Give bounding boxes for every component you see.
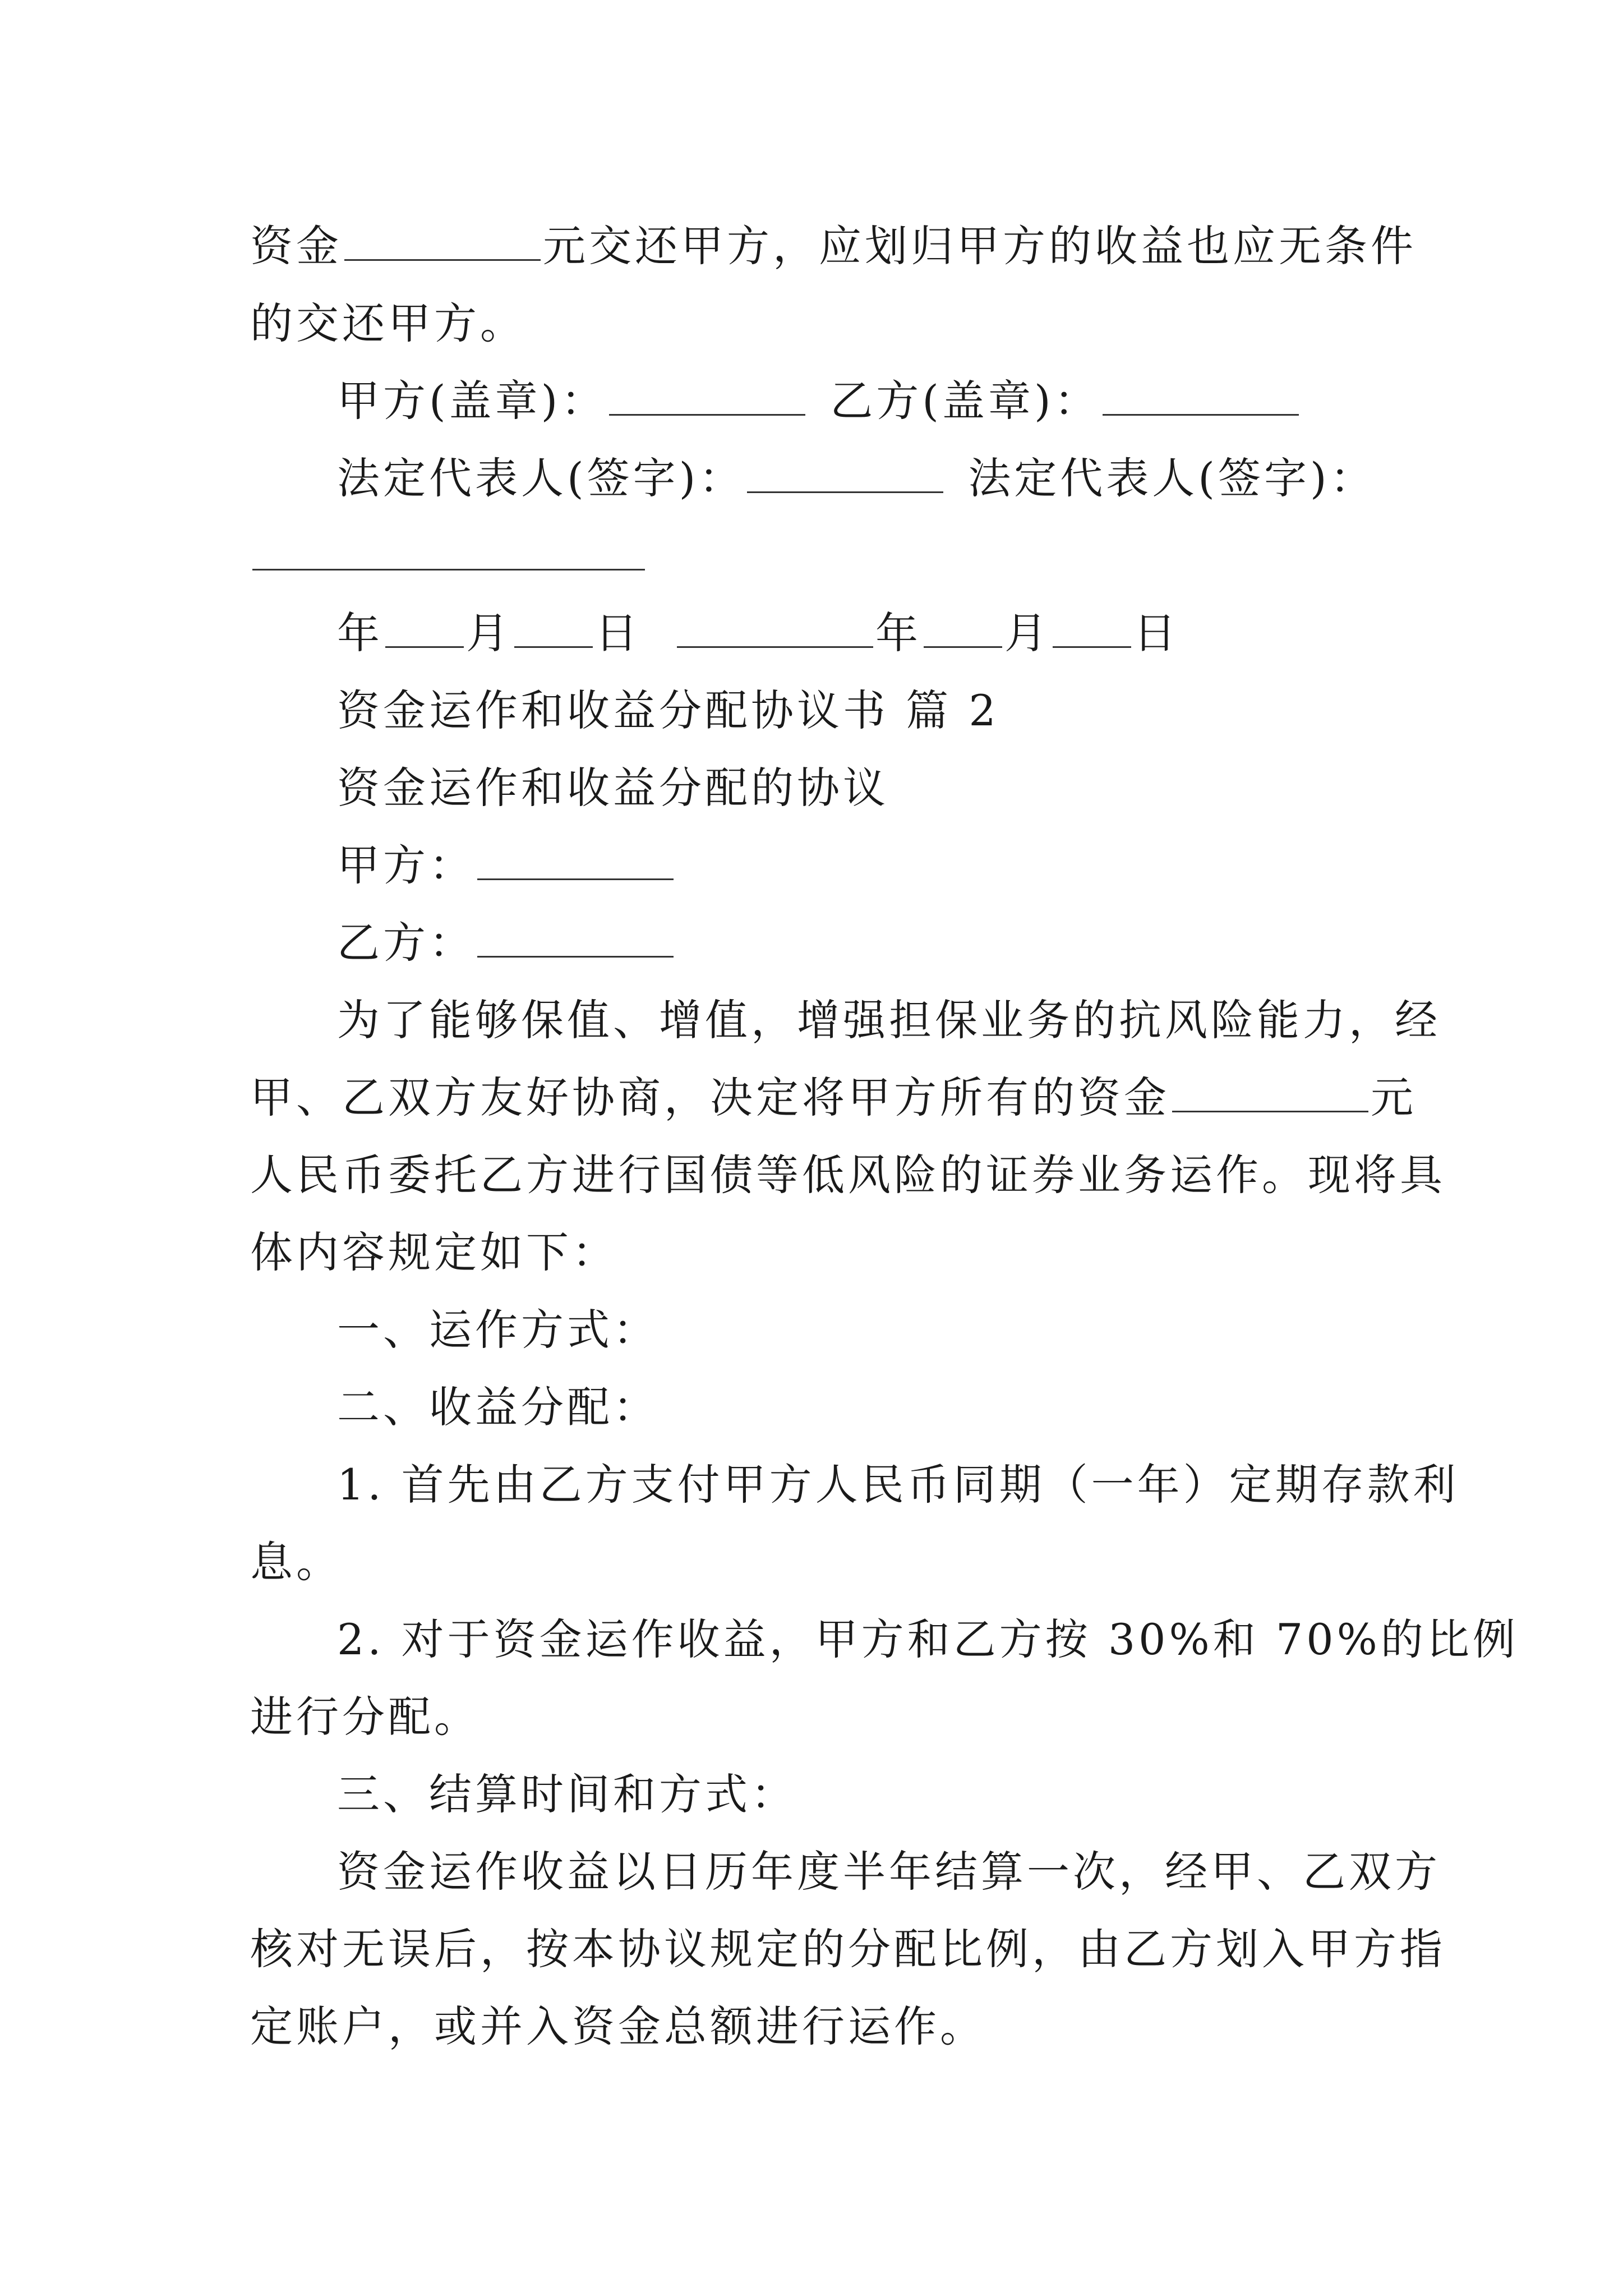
date-line [250, 595, 1381, 672]
blank-party-b-seal [1103, 379, 1299, 416]
list-item: 2. 对于资金运作收益，甲方和乙方按 30%和 70%的比例 [337, 1614, 1519, 1664]
blank-party-a [477, 844, 674, 880]
text-line [250, 208, 1417, 285]
representative-blank-line [250, 517, 1381, 595]
blank-capital-amount [1172, 1076, 1368, 1112]
paragraph-line: 核对无误后，按本协议规定的分配比例，由乙方划入甲方指 [250, 1924, 1446, 1974]
paragraph-line: 定账户，或并入资金总额进行运作。 [250, 2001, 986, 2051]
paragraph-line: 人民币委托乙方进行国债等低风险的证券业务运作。现将具 [250, 1150, 1446, 1200]
year-label: 年 [337, 608, 383, 658]
blank-day-b [1053, 611, 1131, 648]
text-segment: 元交还甲方，应划归甲方的收益也应无条件 [543, 221, 1417, 271]
month-label: 月 [1004, 608, 1050, 658]
party-b-seal-label: 乙方(盖章)： [830, 376, 1100, 426]
document-body [250, 208, 1519, 2065]
blank-year-b [677, 611, 873, 648]
list-item: 1. 首先由乙方支付甲方人民币同期（一年）定期存款利 [337, 1460, 1459, 1510]
party-b-label: 乙方： [337, 918, 475, 968]
blank-month-b [924, 611, 1002, 648]
text-segment: 资金 [250, 221, 342, 271]
day-label: 日 [595, 608, 641, 658]
party-a-line [250, 827, 1381, 904]
blank-party-a-seal [609, 379, 805, 416]
heading-operation-method: 一、运作方式： [337, 1305, 659, 1355]
paragraph-line: 为了能够保值、增值，增强担保业务的抗风险能力，经 [337, 995, 1441, 1045]
text-line: 的交还甲方。 [250, 298, 526, 348]
paragraph-line [250, 1059, 1417, 1137]
text-segment: 甲、乙双方友好协商，决定将甲方所有的资金 [250, 1073, 1170, 1122]
blank-rep-a [747, 457, 943, 493]
heading-profit-distribution: 二、收益分配： [337, 1382, 659, 1432]
day-label: 日 [1133, 608, 1179, 658]
rep-b-label: 法定代表人(签字)： [968, 453, 1376, 503]
heading-settlement: 三、结算时间和方式： [337, 1769, 797, 1819]
representative-line [250, 440, 1381, 517]
party-a-label: 甲方： [337, 840, 475, 890]
rep-a-label: 法定代表人(签字)： [337, 453, 745, 503]
list-item: 进行分配。 [250, 1692, 480, 1742]
blank-month-a [385, 611, 464, 648]
blank-rep-b [252, 534, 645, 570]
list-item: 息。 [250, 1537, 342, 1587]
paragraph-line: 体内容规定如下： [250, 1227, 618, 1277]
party-b-line [250, 904, 1381, 982]
blank-amount [344, 224, 541, 261]
blank-party-b [477, 921, 674, 958]
party-a-seal-label: 甲方(盖章)： [337, 376, 607, 426]
section-title: 资金运作和收益分配协议书 篇 2 [337, 685, 999, 735]
year-label: 年 [875, 608, 921, 658]
text-segment: 元 [1371, 1073, 1417, 1122]
signature-line [250, 362, 1381, 440]
paragraph-line: 资金运作收益以日历年度半年结算一次，经甲、乙双方 [337, 1847, 1441, 1897]
month-label: 月 [466, 608, 512, 658]
blank-day-a [514, 611, 593, 648]
agreement-title: 资金运作和收益分配的协议 [337, 763, 889, 813]
